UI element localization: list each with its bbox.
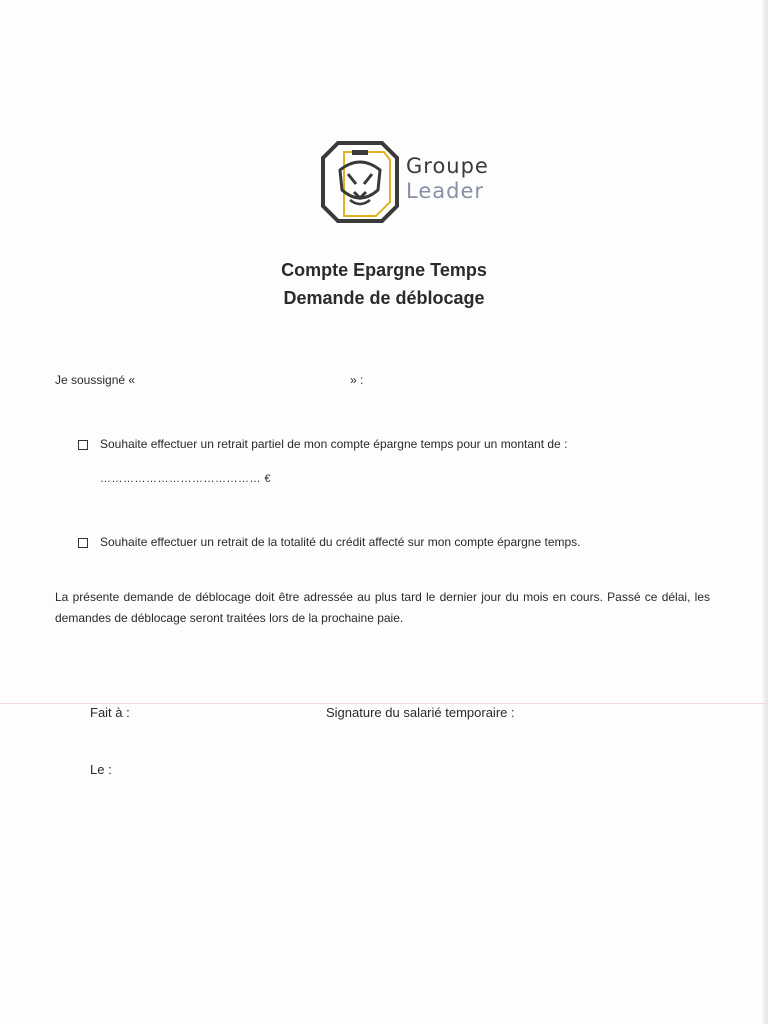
- logo-text-leader: Leader: [406, 179, 485, 203]
- total-withdrawal-checkbox[interactable]: [78, 538, 88, 548]
- fait-a-label: Fait à :: [90, 705, 130, 720]
- logo-text-groupe: Groupe: [406, 154, 489, 178]
- notice-paragraph: La présente demande de déblocage doit être adressée au plus tard le dernier jour du mois en cours. Passé ce délai, les demandes de déblocage seront traitées lors de la prochaine paie.: [55, 590, 710, 625]
- date-label: Le :: [90, 762, 112, 777]
- soussigne-label: Je soussigné «: [55, 373, 136, 387]
- lion-shield-icon: [320, 140, 400, 224]
- signature-label: Signature du salarié temporaire :: [326, 705, 515, 720]
- amount-field[interactable]: …………………………………… €: [100, 473, 272, 485]
- partial-withdrawal-checkbox[interactable]: [78, 440, 88, 450]
- partial-withdrawal-label: Souhaite effectuer un retrait partiel de mon compte épargne temps pour un montant de :: [100, 437, 568, 451]
- total-withdrawal-label: Souhaite effectuer un retrait de la totalité du crédit affecté sur mon compte épargne temps.: [100, 535, 581, 549]
- document-title: Compte Epargne Temps: [281, 260, 487, 280]
- company-logo: [320, 140, 510, 224]
- scan-fold-line: [0, 703, 768, 704]
- page-edge: [762, 0, 768, 1024]
- soussigne-close: » :: [350, 373, 364, 387]
- document-subtitle: Demande de déblocage: [283, 288, 485, 308]
